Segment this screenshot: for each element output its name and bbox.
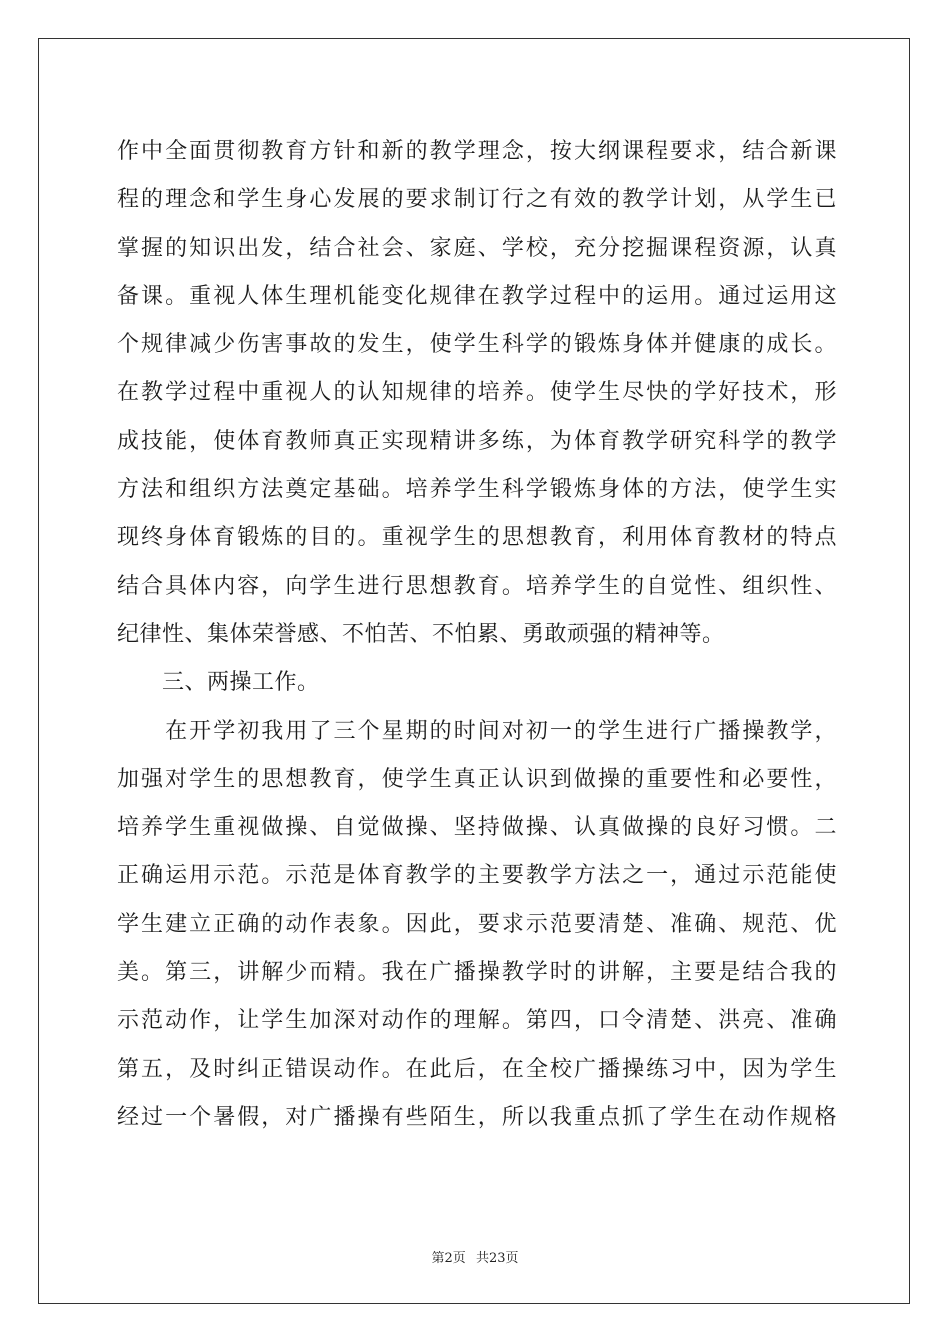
document-body: [117, 128, 837, 1142]
text-line: 成技能，使体育教师真正实现精讲多练，为体育教学研究科学的教学: [117, 428, 837, 454]
text-line: 正确运用示范。示范是体育教学的主要教学方法之一，通过示范能使: [117, 863, 837, 889]
text-line: 程的理念和学生身心发展的要求制订行之有效的教学计划，从学生已: [117, 187, 837, 213]
text-line: 在开学初我用了三个星期的时间对初一的学生进行广播操教学，: [117, 718, 837, 744]
text-line: 备课。重视人体生理机能变化规律在教学过程中的运用。通过运用这: [117, 283, 837, 309]
text-line: 经过一个暑假，对广播操有些陌生，所以我重点抓了学生在动作规格: [117, 1104, 837, 1130]
text-line: 加强对学生的思想教育，使学生真正认识到做操的重要性和必要性，: [117, 766, 837, 792]
text-line: 美。第三，讲解少而精。我在广播操教学时的讲解，主要是结合我的: [117, 960, 837, 986]
text-line: 纪律性、集体荣誉感、不怕苦、不怕累、勇敢顽强的精神等。: [117, 621, 725, 647]
total-pages: 共23页: [475, 1251, 519, 1266]
text-line: 方法和组织方法奠定基础。培养学生科学锻炼身体的方法，使学生实: [117, 477, 837, 503]
text-line: 第五，及时纠正错误动作。在此后，在全校广播操练习中，因为学生: [117, 1056, 837, 1082]
text-line: 示范动作，让学生加深对动作的理解。第四，口令清楚、洪亮、准确: [117, 1008, 837, 1034]
text-line: 三、两操工作。: [117, 670, 320, 696]
text-line: 掌握的知识出发，结合社会、家庭、学校，充分挖掘课程资源，认真: [117, 235, 837, 261]
text-line: 个规律减少伤害事故的发生，使学生科学的锻炼身体并健康的成长。: [117, 332, 837, 358]
text-line: 结合具体内容，向学生进行思想教育。培养学生的自觉性、组织性、: [117, 573, 837, 599]
text-line: 现终身体育锻炼的目的。重视学生的思想教育，利用体育教材的特点: [117, 525, 837, 551]
page-number: 第2页: [431, 1251, 466, 1266]
text-line: 在教学过程中重视人的认知规律的培养。使学生尽快的学好技术，形: [117, 380, 837, 406]
text-line: 作中全面贯彻教育方针和新的教学理念，按大纲课程要求，结合新课: [117, 139, 837, 164]
text-line: 学生建立正确的动作表象。因此，要求示范要清楚、准确、规范、优: [117, 911, 837, 937]
text-line: 培养学生重视做操、自觉做操、坚持做操、认真做操的良好习惯。二: [117, 815, 837, 841]
page-footer: [0, 1247, 950, 1266]
